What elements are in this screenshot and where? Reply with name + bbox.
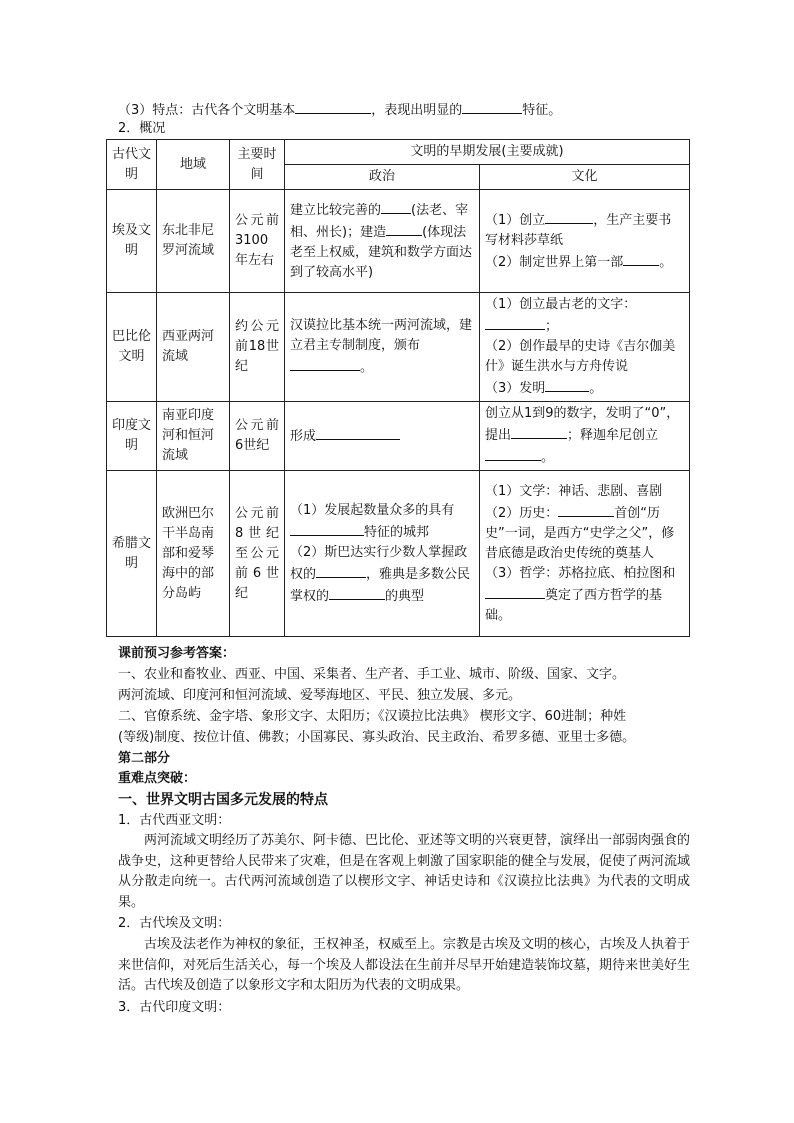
paragraph: 两河流域文明经历了苏美尔、阿卡德、巴比伦、亚述等文明的兴衰更替，演绎出一部弱肉强食的战争史，这种更替给人民带来了灾难，但是在客观上刺激了国家职能的健全与发展，促使了两河流域从分散走向统一。古代两河流域创造了以楔形文字、神话史诗和《汉谟拉比法典》为代表的文明成果。 — [118, 833, 691, 910]
fill-blank[interactable] — [485, 446, 541, 461]
fill-blank[interactable] — [386, 221, 422, 236]
answers-line-4: (等级)制度、按位计值、佛教；小国寡民、寡头政治、民主政治、希罗多德、亚里士多德。 — [118, 730, 636, 745]
civ-name: 巴比伦文明 — [107, 293, 157, 402]
culture-text: 。 — [541, 450, 555, 465]
culture-text: ，生产主要书写材料莎草纸 — [485, 213, 672, 248]
fill-blank[interactable] — [290, 356, 360, 371]
culture-line: （2）创作最早的史诗《吉尔伽美什》诞生洪水与方舟传说 — [485, 339, 676, 374]
fill-blank[interactable] — [545, 209, 593, 224]
fill-blank[interactable] — [316, 425, 400, 440]
item-heading: 1．古代西亚文明： — [118, 813, 231, 828]
section-heading: 一、世界文明古国多元发展的特点 — [118, 792, 328, 808]
politics-text: (法老、宰相、州长)；建造 — [290, 203, 469, 240]
answers-title: 课前预习参考答案： — [118, 646, 236, 661]
politics-text: (体现法老至上权威，建筑和数学方面达到了较高水平) — [290, 225, 473, 280]
politics-text: （1）发展起数量众多的具有 — [290, 502, 455, 518]
overview-heading: 2．概况 — [118, 121, 166, 136]
fill-blank[interactable] — [623, 251, 659, 266]
fill-blank[interactable] — [558, 502, 614, 517]
paragraph: 古埃及法老作为神权的象征，王权神圣，权威至上。宗教是古埃及文明的核心，古埃及人执着于来世信仰，对死后生活关心，每一个埃及人都设法在生前并尽早开始建造装饰坟墓，期待来世美好生活。古代埃及创造了以象形文字和太阳历为代表的文明成果。 — [118, 937, 691, 993]
civ-name: 埃及文明 — [107, 190, 157, 293]
civ-region: 东北非尼罗河流域 — [157, 190, 230, 293]
culture-line — [485, 564, 684, 626]
civ-name: 印度文明 — [107, 402, 157, 471]
header-civ: 古代文明 — [107, 140, 157, 190]
culture-line — [485, 209, 684, 251]
answers-line-3: 二、官僚系统、金字塔、象形文字、太阳历；《汉谟拉比法典》 楔形文字、60进制；种姓 — [118, 709, 627, 724]
civ-time: 公元前6世纪 — [230, 402, 285, 471]
item-heading: 2．古代埃及文明： — [118, 916, 231, 931]
civ-time: 公元前8世纪至公元前6世纪 — [230, 471, 285, 637]
feature-text-1: （3）特点：古代各个文明基本 — [118, 103, 296, 118]
culture-text: ； — [545, 319, 559, 334]
politics-text: 的典型 — [385, 588, 425, 604]
fill-blank[interactable] — [290, 521, 364, 536]
politics-text: 形成 — [290, 429, 317, 444]
culture-line — [485, 502, 684, 564]
civ-politics — [285, 471, 480, 637]
culture-text: 奠定了西方哲学的基础。 — [485, 587, 663, 623]
culture-text: （1）创立最古老的文字： — [485, 297, 637, 312]
answers-line-2: 两河流域、印度河和恒河流域、爱琴海地区、平民、独立发展、多元。 — [118, 688, 522, 703]
fill-blank[interactable] — [462, 99, 522, 114]
header-politics: 政治 — [285, 165, 480, 190]
feature-line — [118, 99, 561, 121]
culture-text: （3）发明 — [485, 381, 546, 396]
culture-line: （1）文学：神话、悲剧、喜剧 — [485, 483, 663, 499]
table-row — [107, 471, 690, 637]
culture-text: （3）哲学：苏格拉底、柏拉图和 — [485, 565, 676, 581]
civ-region: 西亚两河流域 — [157, 293, 230, 402]
fill-blank[interactable] — [511, 424, 567, 439]
feature-text-2: ，表现出明显的 — [371, 103, 463, 118]
header-culture: 文化 — [480, 165, 690, 190]
fill-blank[interactable] — [316, 563, 366, 578]
civ-region: 南亚印度河和恒河流域 — [157, 402, 230, 471]
culture-text: ；释迦牟尼创立 — [567, 428, 659, 443]
culture-text: 。 — [589, 381, 603, 396]
culture-line — [485, 295, 684, 337]
culture-text: 创立从1到9的数字，发明了“0”，提出 — [485, 406, 680, 443]
answers-line-1: 一、农业和畜牧业、西亚、中国、采集者、生产者、手工业、城市、阶级、国家、文字。 — [118, 667, 626, 682]
header-development: 文明的早期发展(主要成就) — [285, 140, 690, 165]
civ-culture — [480, 293, 690, 402]
part2-title: 第二部分 — [118, 751, 171, 766]
politics-text: ，雅典是多数公民掌权的 — [290, 566, 471, 604]
fill-blank[interactable] — [381, 199, 411, 214]
civ-politics — [285, 293, 480, 402]
politics-text: 特征的城邦 — [364, 524, 430, 540]
table-row — [107, 402, 690, 471]
civ-politics — [285, 190, 480, 293]
header-time: 主要时间 — [230, 140, 285, 190]
culture-text: 首创“历史”一词，是西方“史学之父”，修昔底德是政治史传统的奠基人 — [485, 505, 675, 561]
culture-text: （1）创立 — [485, 213, 546, 228]
culture-line — [485, 377, 684, 399]
part2-subtitle: 重难点突破： — [118, 771, 197, 786]
fill-blank[interactable] — [295, 99, 371, 114]
header-region: 地域 — [157, 140, 230, 190]
overview-table — [106, 139, 690, 637]
politics-text: 建立比较完善的 — [290, 203, 382, 218]
politics-line — [290, 543, 474, 607]
fill-blank[interactable] — [485, 584, 545, 599]
table-row — [107, 293, 690, 402]
feature-text-3: 特征。 — [522, 103, 562, 118]
item-heading: 3．古代印度文明： — [118, 1000, 231, 1015]
culture-text: （2）制定世界上第一部 — [485, 255, 624, 270]
civ-culture — [480, 402, 690, 471]
civ-culture — [480, 471, 690, 637]
politics-text: 汉谟拉比基本统一两河流域，建立君主专制制度，颁布 — [290, 318, 473, 353]
fill-blank[interactable] — [485, 315, 545, 330]
politics-text: 。 — [360, 360, 374, 375]
civ-name: 希腊文明 — [107, 471, 157, 637]
civ-region: 欧洲巴尔干半岛南部和爱琴海中的部分岛屿 — [157, 471, 230, 637]
civ-culture — [480, 190, 690, 293]
culture-line — [485, 251, 684, 273]
civ-time: 公元前3100年左右 — [230, 190, 285, 293]
fill-blank[interactable] — [545, 377, 589, 392]
civ-politics — [285, 402, 480, 471]
civ-time: 约公元前18世纪 — [230, 293, 285, 402]
culture-text: （2）历史： — [485, 505, 559, 521]
politics-text: （2）斯巴达实行少数人掌握政权的 — [290, 544, 468, 582]
culture-text: 。 — [659, 255, 673, 270]
table-row — [107, 190, 690, 293]
fill-blank[interactable] — [329, 585, 385, 600]
